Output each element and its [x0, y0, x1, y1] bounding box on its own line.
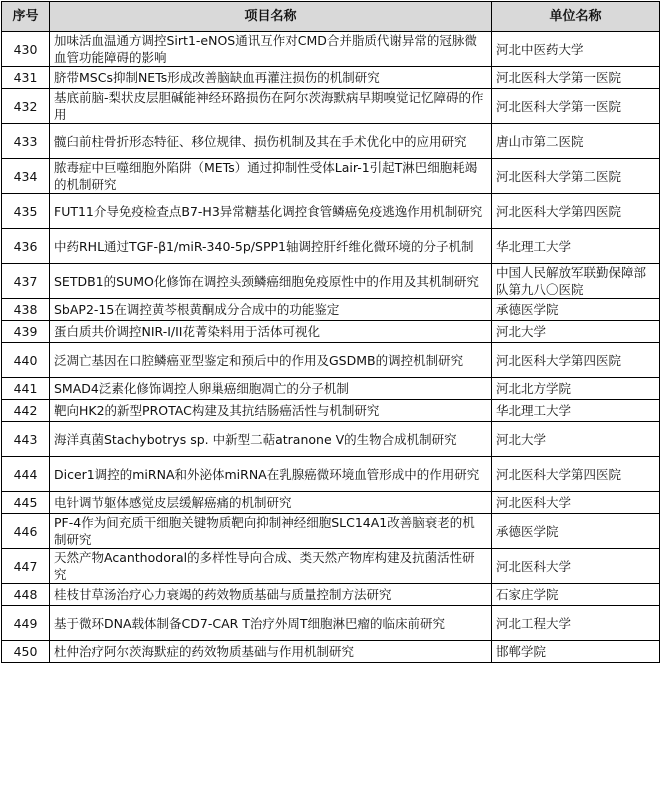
- unit-name: 河北大学: [492, 321, 660, 343]
- project-name: 中药RHL通过TGF-β1/miR-340-5p/SPP1轴调控肝纤维化微环境的分子机制: [50, 229, 492, 264]
- project-name: 蛋白质共价调控NIR-I/II花菁染料用于活体可视化: [50, 321, 492, 343]
- project-name: 天然产物Acanthodoral的多样性导向合成、类天然产物库构建及抗菌活性研究: [50, 549, 492, 584]
- unit-name: 河北大学: [492, 422, 660, 457]
- table-body: [2, 32, 660, 663]
- project-name: 脐带MSCs抑制NETs形成改善脑缺血再灌注损伤的机制研究: [50, 67, 492, 89]
- project-name: 靶向HK2的新型PROTAC构建及其抗结肠癌活性与机制研究: [50, 400, 492, 422]
- project-name: SMAD4泛素化修饰调控人卵巢癌细胞凋亡的分子机制: [50, 378, 492, 400]
- unit-name: 承德医学院: [492, 299, 660, 321]
- row-number: 430: [2, 32, 50, 67]
- project-name: Dicer1调控的miRNA和外泌体miRNA在乳腺癌微环境血管形成中的作用研究: [50, 457, 492, 492]
- table-row: [2, 584, 660, 606]
- row-number: 431: [2, 67, 50, 89]
- project-name: 髋臼前柱骨折形态特征、移位规律、损伤机制及其在手术优化中的应用研究: [50, 124, 492, 159]
- header-number: 序号: [2, 2, 50, 32]
- row-number: 447: [2, 549, 50, 584]
- project-name: 桂枝甘草汤治疗心力衰竭的药效物质基础与质量控制方法研究: [50, 584, 492, 606]
- unit-name: 华北理工大学: [492, 229, 660, 264]
- table-row: [2, 124, 660, 159]
- unit-name: 唐山市第二医院: [492, 124, 660, 159]
- unit-name: 华北理工大学: [492, 400, 660, 422]
- unit-name: 承德医学院: [492, 514, 660, 549]
- table-row: [2, 422, 660, 457]
- unit-name: 河北医科大学第二医院: [492, 159, 660, 194]
- project-name: SETDB1的SUMO化修饰在调控头颈鳞癌细胞免疫原性中的作用及其机制研究: [50, 264, 492, 299]
- unit-name: 河北医科大学第四医院: [492, 194, 660, 229]
- row-number: 439: [2, 321, 50, 343]
- row-number: 449: [2, 606, 50, 641]
- table-row: [2, 264, 660, 299]
- row-number: 436: [2, 229, 50, 264]
- unit-name: 河北医科大学第四医院: [492, 457, 660, 492]
- row-number: 441: [2, 378, 50, 400]
- table-row: [2, 378, 660, 400]
- project-name: 海洋真菌Stachybotrys sp. 中新型二萜atranone V的生物合成机制研究: [50, 422, 492, 457]
- table-row: [2, 343, 660, 378]
- table-row: [2, 606, 660, 641]
- row-number: 450: [2, 641, 50, 663]
- table-row: [2, 514, 660, 549]
- unit-name: 河北医科大学第一医院: [492, 67, 660, 89]
- project-name: FUT11介导免疫检查点B7-H3异常糖基化调控食管鳞癌免疫逃逸作用机制研究: [50, 194, 492, 229]
- project-name: 加味活血温通方调控Sirt1-eNOS通讯互作对CMD合并脂质代谢异常的冠脉微血管功能障碍的影响: [50, 32, 492, 67]
- project-name: 脓毒症中巨噬细胞外陷阱（METs）通过抑制性受体Lair-1引起T淋巴细胞耗竭的机制研究: [50, 159, 492, 194]
- unit-name: 邯郸学院: [492, 641, 660, 663]
- table-row: [2, 321, 660, 343]
- project-name: 基底前脑-梨状皮层胆碱能神经环路损伤在阿尔茨海默病早期嗅觉记忆障碍的作用: [50, 89, 492, 124]
- project-table: [1, 1, 660, 663]
- table-row: [2, 492, 660, 514]
- unit-name: 河北医科大学第一医院: [492, 89, 660, 124]
- table-row: [2, 549, 660, 584]
- row-number: 448: [2, 584, 50, 606]
- header-project-name: 项目名称: [50, 2, 492, 32]
- table-row: [2, 457, 660, 492]
- row-number: 442: [2, 400, 50, 422]
- row-number: 433: [2, 124, 50, 159]
- table-row: [2, 159, 660, 194]
- project-name: 基于微环DNA载体制备CD7-CAR T治疗外周T细胞淋巴瘤的临床前研究: [50, 606, 492, 641]
- row-number: 434: [2, 159, 50, 194]
- row-number: 440: [2, 343, 50, 378]
- table-row: [2, 400, 660, 422]
- row-number: 432: [2, 89, 50, 124]
- table-row: [2, 67, 660, 89]
- header-unit-name: 单位名称: [492, 2, 660, 32]
- row-number: 438: [2, 299, 50, 321]
- project-name: 杜仲治疗阿尔茨海默症的药效物质基础与作用机制研究: [50, 641, 492, 663]
- project-name: PF-4作为间充质干细胞关键物质靶向抑制神经细胞SLC14A1改善脑衰老的机制研究: [50, 514, 492, 549]
- table-row: [2, 641, 660, 663]
- table-row: [2, 229, 660, 264]
- unit-name: 河北工程大学: [492, 606, 660, 641]
- row-number: 444: [2, 457, 50, 492]
- row-number: 435: [2, 194, 50, 229]
- row-number: 445: [2, 492, 50, 514]
- project-name: SbAP2-15在调控黄芩根黄酮成分合成中的功能鉴定: [50, 299, 492, 321]
- unit-name: 中国人民解放军联勤保障部队第九八〇医院: [492, 264, 660, 299]
- header-row: [2, 2, 660, 32]
- project-name: 电针调节躯体感觉皮层缓解癌痛的机制研究: [50, 492, 492, 514]
- row-number: 446: [2, 514, 50, 549]
- row-number: 437: [2, 264, 50, 299]
- table-row: [2, 32, 660, 67]
- unit-name: 河北北方学院: [492, 378, 660, 400]
- unit-name: 石家庄学院: [492, 584, 660, 606]
- table-row: [2, 299, 660, 321]
- row-number: 443: [2, 422, 50, 457]
- table-row: [2, 89, 660, 124]
- unit-name: 河北医科大学: [492, 492, 660, 514]
- unit-name: 河北中医药大学: [492, 32, 660, 67]
- project-name: 泛凋亡基因在口腔鳞癌亚型鉴定和预后中的作用及GSDMB的调控机制研究: [50, 343, 492, 378]
- table-row: [2, 194, 660, 229]
- unit-name: 河北医科大学: [492, 549, 660, 584]
- unit-name: 河北医科大学第四医院: [492, 343, 660, 378]
